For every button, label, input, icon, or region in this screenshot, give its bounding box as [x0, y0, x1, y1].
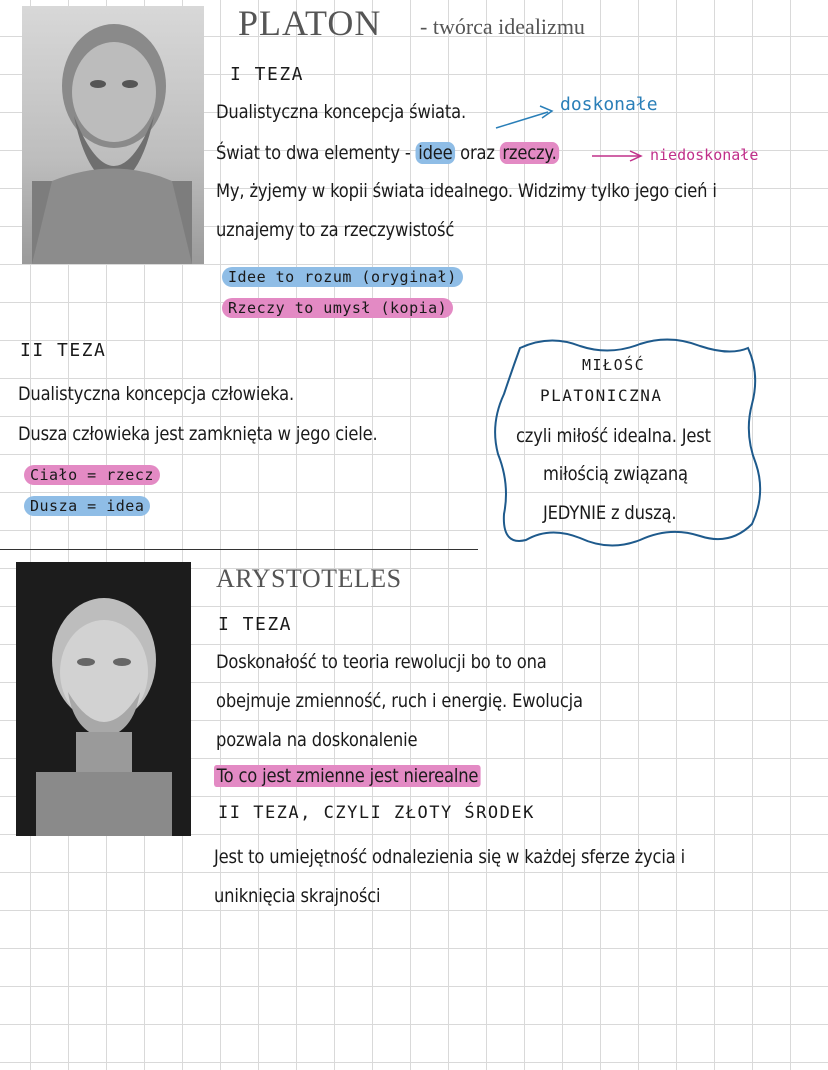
love-box-title2: PLATONICZNA	[540, 386, 663, 405]
section-divider	[0, 549, 478, 550]
aristotle-bust-image	[16, 562, 191, 836]
platon-thesis2-line1: Dualistyczna koncepcja człowieka.	[18, 383, 294, 405]
marker-dusza-idea: Dusza = idea	[24, 496, 150, 516]
marker-cialo-rzecz: Ciało = rzecz	[24, 465, 160, 485]
marker-rzeczy-umysl: Rzeczy to umysł (kopia)	[222, 298, 453, 318]
platon-thesis1-line4: uznajemy to za rzeczywistość	[216, 219, 455, 241]
line2-text: Świat to dwa elementy -	[216, 142, 416, 164]
platon-thesis2-line2: Dusza człowieka jest zamknięta w jego ciele.	[18, 423, 378, 445]
aristotle-thesis1-line2: obejmuje zmienność, ruch i energię. Ewolucja	[216, 690, 583, 712]
aristotle-thesis1-line1: Doskonałość to teoria rewolucji bo to ona	[216, 651, 547, 673]
love-box-line1: czyli miłość idealna. Jest	[516, 425, 711, 447]
aristotle-thesis2-line2: uniknięcia skrajności	[214, 885, 381, 907]
aristotle-bust-drawing	[16, 562, 191, 836]
platon-thesis1-line3: My, żyjemy w kopii świata idealnego. Widzimy tylko jego cień i	[216, 180, 717, 202]
aristotle-title: ARYSTOTELES	[216, 564, 402, 593]
aristotle-thesis1-label: I TEZA	[218, 614, 293, 635]
annotation-arrows	[0, 0, 828, 200]
platon-title: PLATON	[238, 3, 382, 43]
aristotle-highlight-text: To co jest zmienne jest nierealne	[214, 765, 481, 787]
note-imperfect: niedoskonałe	[650, 146, 759, 164]
note-perfect: doskonałe	[560, 94, 658, 115]
love-box-line3: JEDYNIE z duszą.	[543, 502, 677, 524]
aristotle-thesis1-line3: pozwala na doskonalenie	[216, 729, 418, 751]
aristotle-thesis1-highlight	[214, 765, 481, 787]
aristotle-thesis2-line1: Jest to umiejętność odnalezienia się w każdej sferze życia i	[214, 846, 685, 868]
marker-idee-rozum: Idee to rozum (oryginał)	[222, 267, 463, 287]
word-idee: idee	[416, 142, 455, 164]
platon-thesis1-line1: Dualistyczna koncepcja świata.	[216, 101, 467, 123]
love-box-line2: miłością związaną	[543, 463, 688, 485]
word-oraz: oraz	[455, 142, 500, 164]
platon-thesis1-label: I TEZA	[230, 64, 305, 85]
platon-subtitle: - twórca idealizmu	[420, 14, 585, 39]
love-box-title1: MIŁOŚĆ	[582, 356, 646, 374]
platon-thesis2-label: II TEZA	[20, 340, 107, 361]
word-rzeczy: rzeczy.	[500, 142, 559, 164]
aristotle-thesis2-label: II TEZA, CZYLI ZŁOTY ŚRODEK	[218, 803, 535, 823]
